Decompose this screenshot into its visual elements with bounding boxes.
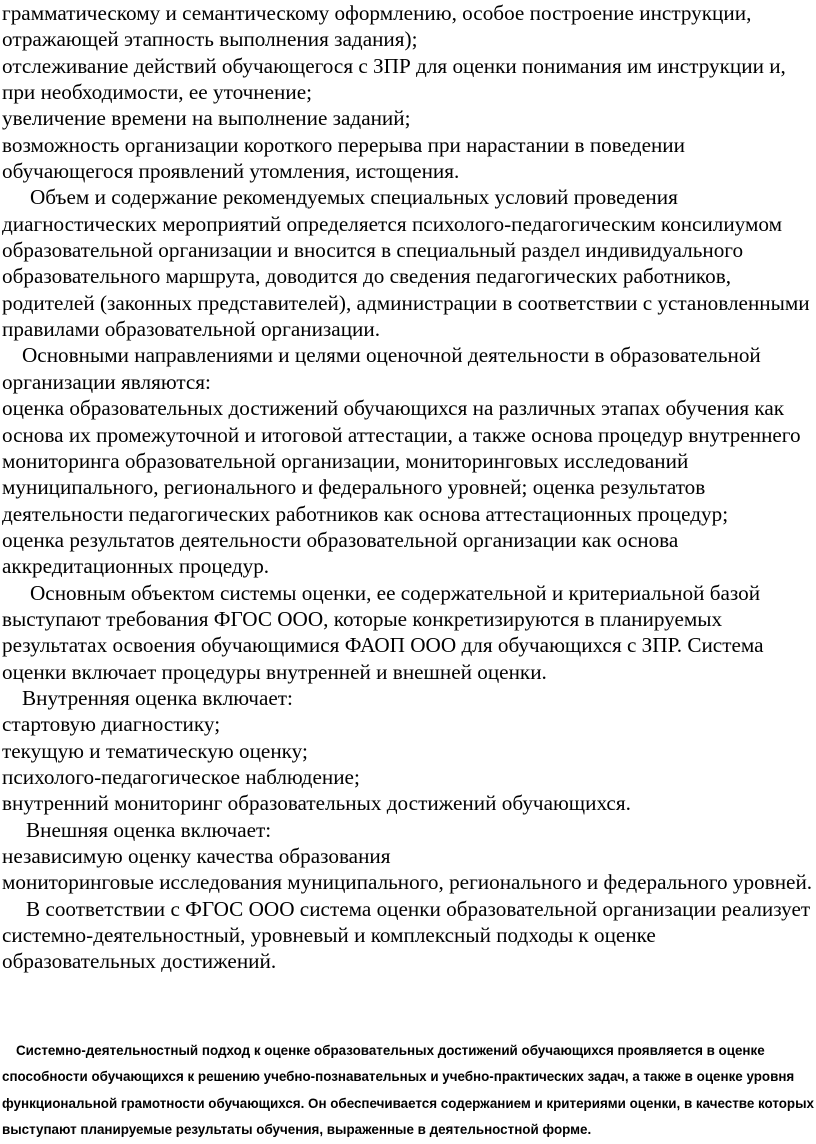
list-item: возможность организации короткого перерыва при нарастании в поведении обучающегося проявлений утомления, истощения.	[2, 132, 685, 184]
paragraph-approaches: В соответствии с ФГОС ООО система оценки образовательной организации реализует системно-деятельностный, уровневый и комплексный подходы к оценке образовательных достижений.	[2, 896, 811, 974]
paragraph-evaluation-object: Основным объектом системы оценки, ее содержательной и критериальной базой выступают требования ФГОС ООО, которые конкретизируются в планируемых результатах освоения обучающимися ФАОП ООО для обучающихся с ЗПР. Система оценки включает процедуры внутренней и внешней оценки.	[2, 580, 764, 684]
list-item: стартовую диагностику;	[2, 712, 221, 737]
paragraph-special-conditions: Объем и содержание рекомендуемых специальных условий проведения диагностических мероприятий определяется психолого-педагогическим консилиумом образовательной организации и вносится в специальный раздел индивидуального образовательного маршрута, доводится до сведения педагогических работников, родителей (законных представителей), администрации в соответствии с установленными правилами образовательной организации.	[2, 185, 810, 342]
list-item: оценка образовательных достижений обучающихся на различных этапах обучения как основа их промежуточной и итоговой аттестации, а также основа процедур внутреннего мониторинга образовательной организации, мониторинговых исследований муниципального, регионального и федерального уровней; оценка результатов деятельности педагогических работников как основа аттестационных процедур;	[2, 396, 801, 526]
list-item: отслеживание действий обучающегося с ЗПР для оценки понимания им инструкции и, при необходимости, ее уточнение;	[2, 53, 786, 105]
list-item: грамматическому и семантическому оформлению, особое построение инструкции, отражающей этапность выполнения задания);	[2, 1, 752, 52]
list-item: текущую и тематическую оценку;	[2, 738, 308, 763]
list-item: внутренний мониторинг образовательных достижений обучающихся.	[2, 791, 631, 816]
list-item: оценка результатов деятельности образовательной организации как основа аккредитационных процедур.	[2, 527, 679, 579]
list-item: мониторинговые исследования муниципального, регионального и федерального уровней.	[2, 870, 813, 895]
paragraph-directions-intro: Основными направлениями и целями оценочной деятельности в образовательной организации являются:	[2, 343, 761, 394]
list-item: психолого-педагогическое наблюдение;	[2, 764, 360, 789]
paragraph-system-activity: Системно-деятельностный подход к оценке образовательных достижений обучающихся проявляется в оценке способности обучающихся к решению учебно-познавательных и учебно-практических задач, а также в оценке уровня функциональной грамотности обучающихся. Он обеспечивается содержанием и критериями оценки, в качестве которых выступают планируемые результаты обучения, выраженные в деятельностной форме.	[2, 1043, 814, 1138]
list-item: увеличение времени на выполнение заданий;	[2, 106, 411, 131]
bold-paragraph-block	[0, 1038, 814, 1144]
list-item: независимую оценку качества образования	[2, 844, 391, 868]
paragraph-internal-intro: Внутренняя оценка включает:	[22, 685, 293, 710]
paragraph-external-intro: Внешняя оценка включает:	[26, 817, 272, 842]
